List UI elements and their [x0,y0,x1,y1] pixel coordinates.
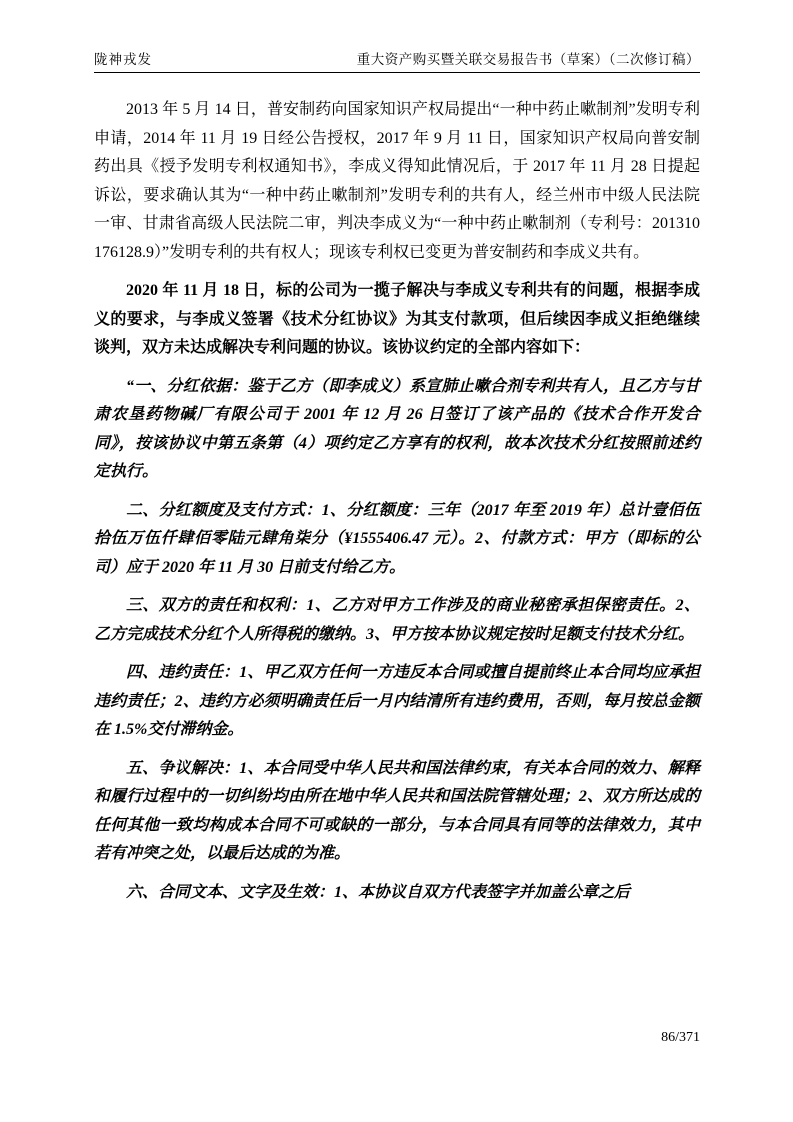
paragraph-patent-history: 2013 年 5 月 14 日，普安制药向国家知识产权局提出“一种中药止嗽制剂”发明专利申请，2014 年 11 月 19 日经公告授权，2017 年 9 月 11 日，国家知识产权局向普安制药出具《授予发明专利权通知书》，李成义得知此情况后，于 2017 年 11 月 28 日提起诉讼，要求确认其为“一种中药止嗽制剂”发明专利的共有人，经兰州市中级人民法院一审、甘肃省高级人民法院二审，判决李成义为“一种中药止嗽制剂（专利号：201310176128.9）”发明专利的共有权人；现该专利权已变更为普安制药和李成义共有。 [94,101,700,261]
page-number: 86/371 [661,1030,700,1045]
document-body [94,96,700,917]
paragraph-clause-1-dividend-basis: “一、分红依据：鉴于乙方（即李成义）系宣肺止嗽合剂专利共有人，且乙方与甘肃农垦药物碱厂有限公司于 2001 年 12 月 26 日签订了该产品的《技术合作开发合同》，按该协议中第五条第（4）项约定乙方享有的权利，故本次技术分红按照前述约定执行。 [94,377,700,480]
paragraph-clause-4-breach: 四、违约责任：1、甲乙双方任何一方违反本合同或擅自提前终止本合同均应承担违约责任；2、违约方必须明确责任后一月内结清所有违约费用，否则，每月按总金额在 1.5%交付滞纳金。 [94,664,700,738]
page-header [94,46,700,73]
paragraph-clause-6-effectiveness: 六、合同文本、文字及生效：1、本协议自双方代表签字并加盖公章之后 [126,883,631,901]
header-left-title: 陇神戎发 [94,52,152,67]
paragraph-agreement-intro: 2020 年 11 月 18 日，标的公司为一揽子解决与李成义专利共有的问题，根据李成义的要求，与李成义签署《技术分红协议》为其支付款项，但后续因李成义拒绝继续谈判，双方未达成解决专利问题的协议。该协议约定的全部内容如下： [94,282,700,356]
paragraph-clause-2-amount-payment: 二、分红额度及支付方式：1、分红额度：三年（2017 年至 2019 年）总计壹佰伍拾伍万伍仟肆佰零陆元肆角柒分（¥1555406.47 元）。2、付款方式：甲方（即标的公司）应于 2020 年 11 月 30 日前支付给乙方。 [94,501,700,576]
page-footer [94,1030,700,1046]
header-right-title: 重大资产购买暨关联交易报告书（草案）（二次修订稿） [356,52,700,67]
paragraph-clause-5-dispute: 五、争议解决：1、本合同受中华人民共和国法律约束，有关本合同的效力、解释和履行过程中的一切纠纷均由所在地中华人民共和国法院管辖处理；2、双方所达成的任何其他一致均构成本合同不可或缺的一部分，与本合同具有同等的法律效力，其中若有冲突之处，以最后达成的为准。 [94,759,700,862]
paragraph-clause-3-responsibilities: 三、双方的责任和权利：1、乙方对甲方工作涉及的商业秘密承担保密责任。2、乙方完成技术分红个人所得税的缴纳。3、甲方按本协议规定按时足额支付技术分红。 [94,597,700,643]
